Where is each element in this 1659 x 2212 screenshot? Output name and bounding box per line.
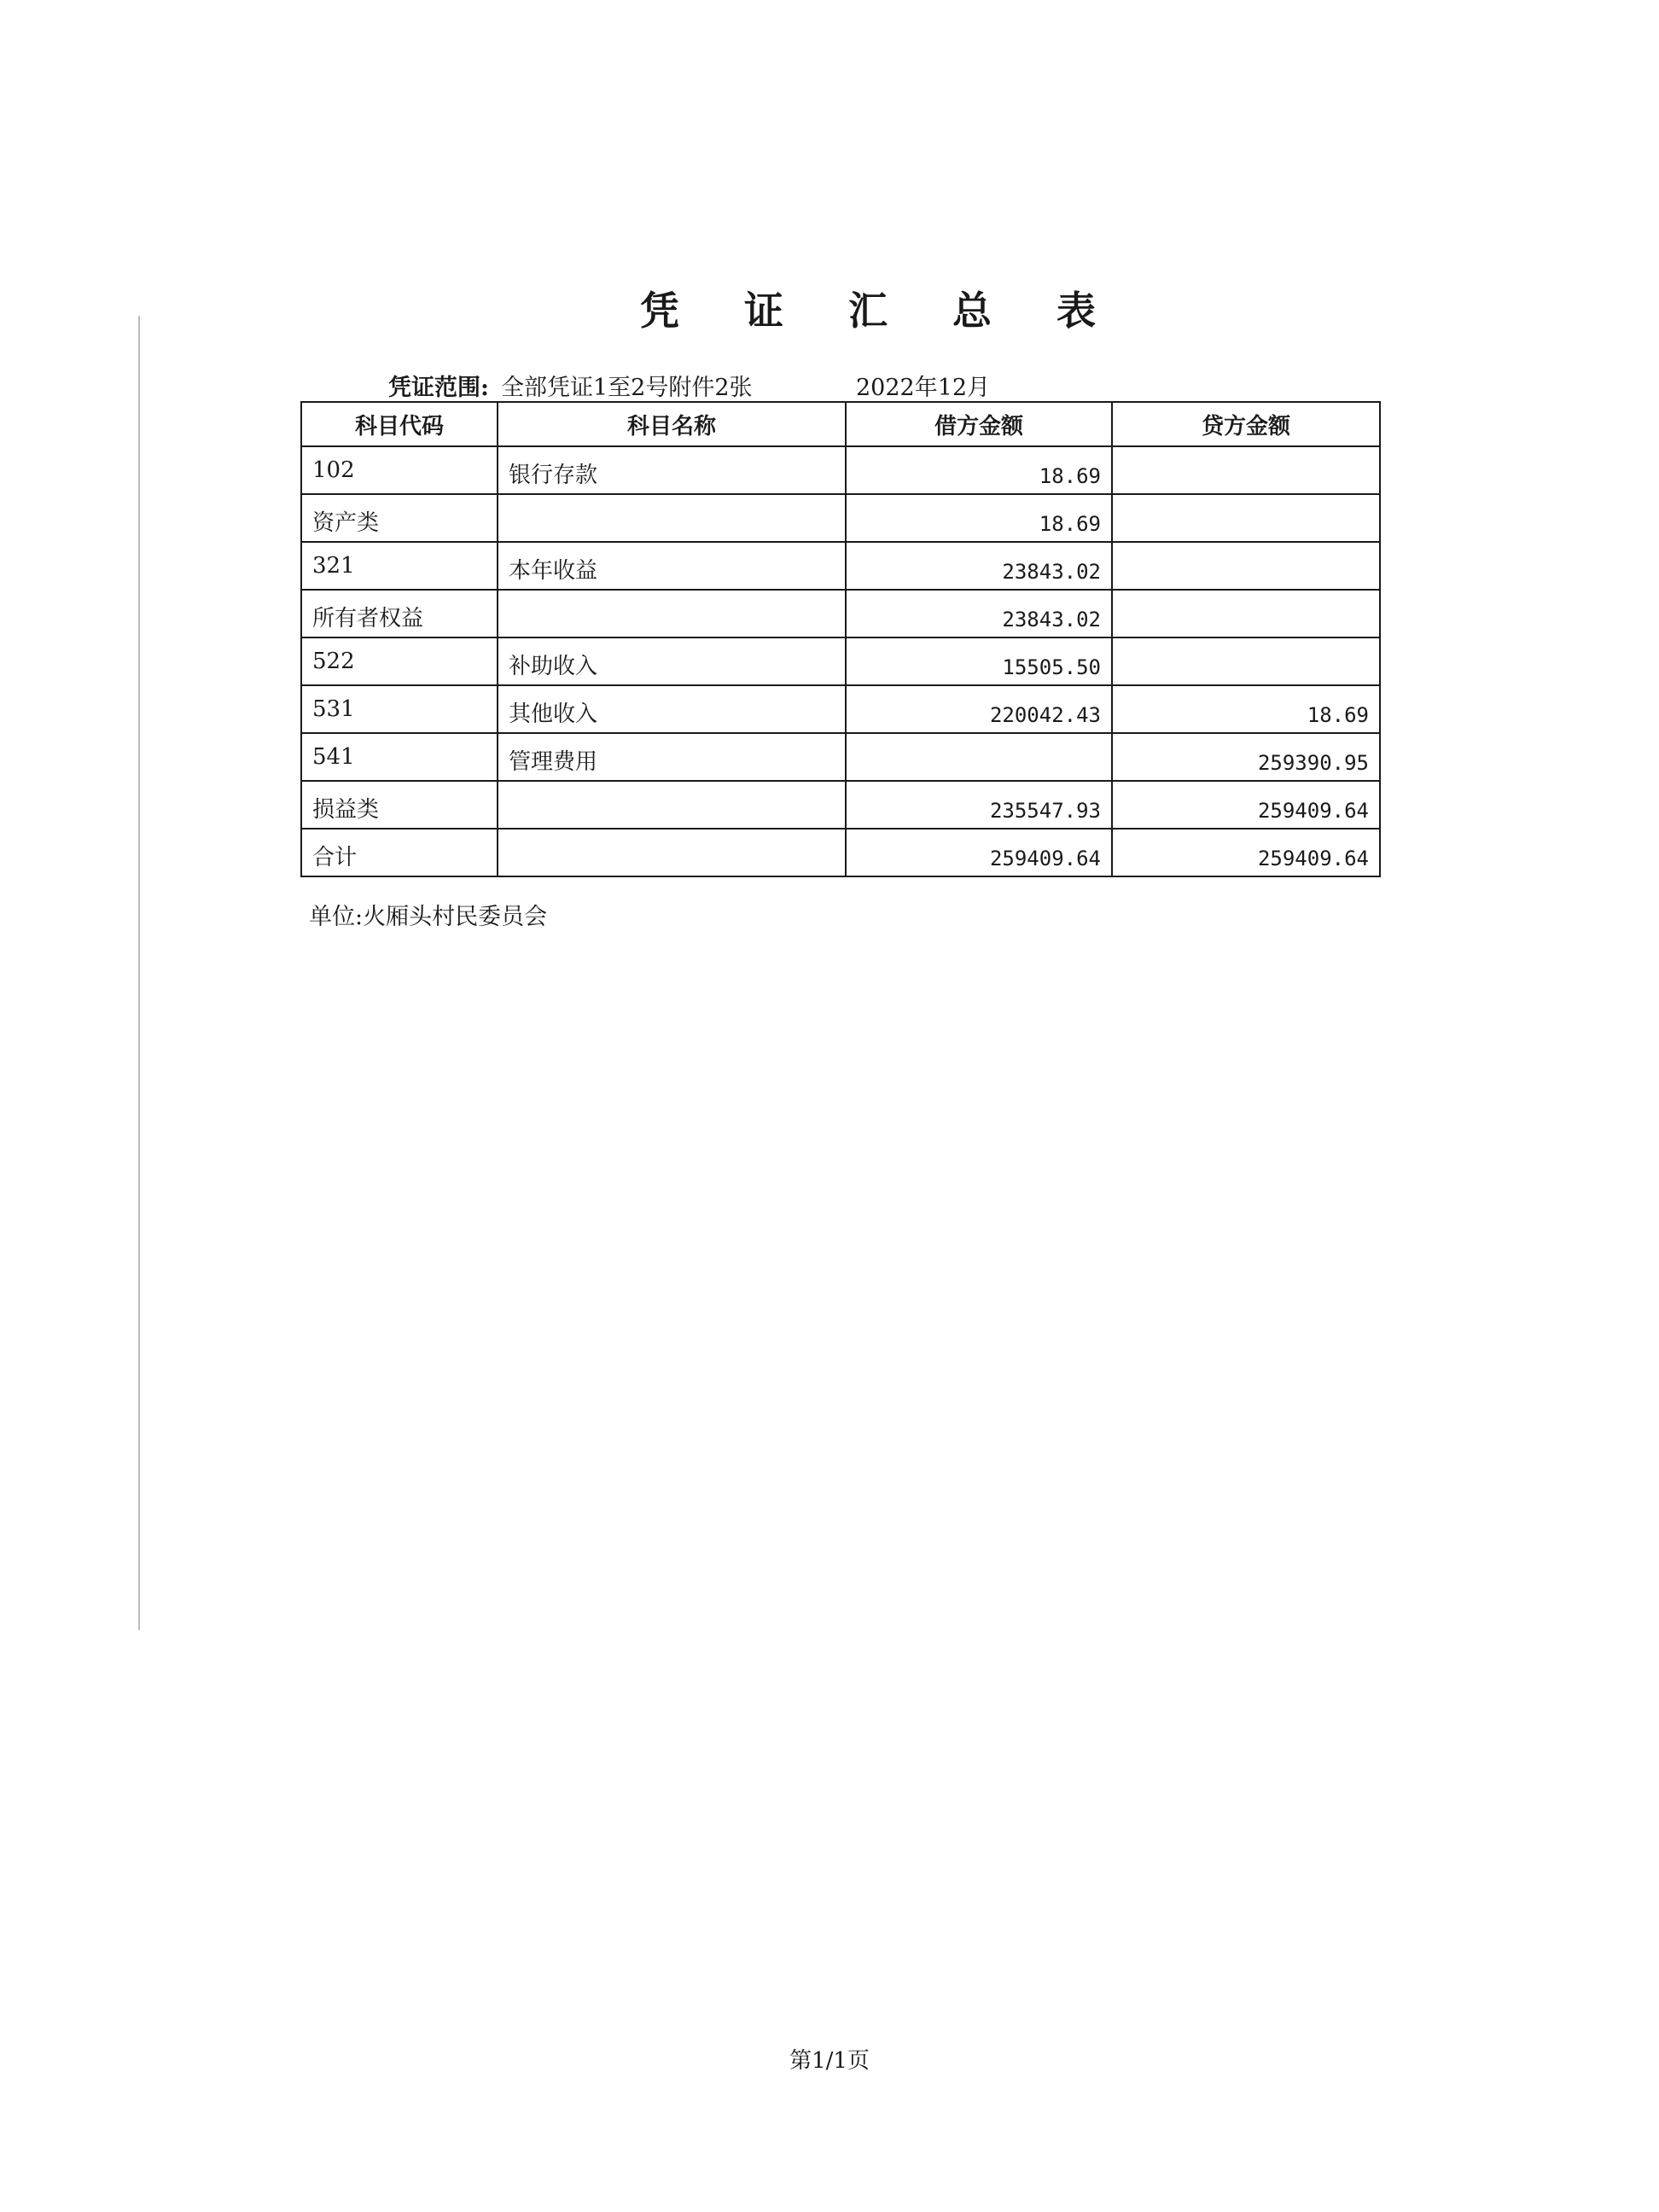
credit-amount: 259409.64 — [1112, 781, 1380, 829]
account-code: 损益类 — [301, 781, 498, 829]
range-value: 全部凭证1至2号附件2张 — [500, 375, 753, 401]
period-label: 2022年12月 — [856, 375, 991, 401]
account-code: 102 — [301, 446, 498, 494]
credit-amount: 259409.64 — [1112, 829, 1380, 876]
account-name: 银行存款 — [498, 446, 846, 494]
account-code: 541 — [301, 733, 498, 781]
column-header-code: 科目代码 — [301, 402, 498, 446]
account-code: 531 — [301, 685, 498, 733]
page-number: 第1/1页 — [789, 2048, 870, 2074]
account-code: 522 — [301, 637, 498, 685]
table-row — [301, 781, 1380, 829]
account-name: 本年收益 — [498, 542, 846, 590]
column-header-name: 科目名称 — [498, 402, 846, 446]
account-code: 合计 — [301, 829, 498, 876]
voucher-summary-table — [300, 401, 1381, 877]
debit-amount: 23843.02 — [846, 542, 1112, 590]
range-label: 凭证范围: — [388, 375, 489, 401]
page-title: 凭 证 汇 总 表 — [639, 288, 1122, 334]
column-header-debit: 借方金额 — [846, 402, 1112, 446]
account-name — [498, 494, 846, 542]
table-row — [301, 446, 1380, 494]
account-name: 管理费用 — [498, 733, 846, 781]
credit-amount — [1112, 542, 1380, 590]
credit-amount: 259390.95 — [1112, 733, 1380, 781]
table-row — [301, 733, 1380, 781]
account-name: 补助收入 — [498, 637, 846, 685]
debit-amount: 220042.43 — [846, 685, 1112, 733]
unit-label: 单位:火厢头村民委员会 — [309, 904, 548, 930]
account-name — [498, 781, 846, 829]
table-row — [301, 637, 1380, 685]
credit-amount — [1112, 494, 1380, 542]
table-row — [301, 685, 1380, 733]
account-name — [498, 829, 846, 876]
credit-amount: 18.69 — [1112, 685, 1380, 733]
credit-amount — [1112, 637, 1380, 685]
debit-amount: 23843.02 — [846, 590, 1112, 637]
debit-amount: 259409.64 — [846, 829, 1112, 876]
column-header-credit: 贷方金额 — [1112, 402, 1380, 446]
table-row — [301, 542, 1380, 590]
debit-amount: 15505.50 — [846, 637, 1112, 685]
voucher-range-line — [388, 369, 991, 402]
table-header-row — [301, 402, 1380, 446]
account-code: 资产类 — [301, 494, 498, 542]
table-row — [301, 590, 1380, 637]
debit-amount: 18.69 — [846, 446, 1112, 494]
table-row-total — [301, 829, 1380, 876]
table-row — [301, 494, 1380, 542]
debit-amount: 18.69 — [846, 494, 1112, 542]
scan-edge-left — [138, 316, 140, 1630]
credit-amount — [1112, 590, 1380, 637]
debit-amount: 235547.93 — [846, 781, 1112, 829]
credit-amount — [1112, 446, 1380, 494]
account-name — [498, 590, 846, 637]
account-code: 所有者权益 — [301, 590, 498, 637]
account-name: 其他收入 — [498, 685, 846, 733]
debit-amount — [846, 733, 1112, 781]
account-code: 321 — [301, 542, 498, 590]
